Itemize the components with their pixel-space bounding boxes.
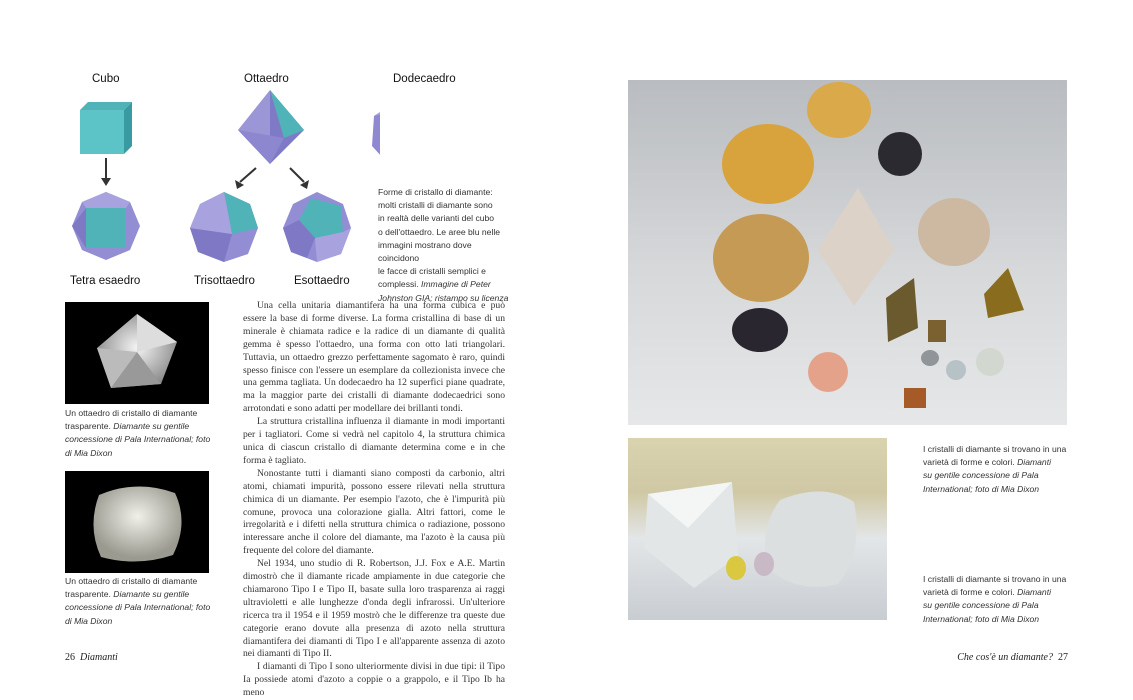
paragraph: Nonostante tutti i diamanti siano composti da carbonio, altri atomi, chiamati impurità, possono essere rilevati nella struttura chimica di un diamante. Per esempio l'azoto, che è l'impurità più comune, provoca una colorazione gialla. Altri fattori, come le irregolarità e i difetti nella struttura chimica o radiazione, possono interessare anche il colore del diamante, ma l'azoto è la causa più frequente del colore del diamante. bbox=[243, 467, 505, 557]
label-trisottaedro: Trisottaedro bbox=[194, 275, 255, 287]
label-dodecaedro: Dodecaedro bbox=[393, 73, 456, 85]
octahedron-diamond-photo bbox=[65, 302, 209, 404]
tetrahexahedron-shape bbox=[72, 192, 140, 260]
figure-caption: Forme di cristallo di diamante: molti cristalli di diamante sono in realtà delle varianti del cubo o dell'ottaedro. Le aree blu nelle immagini mostrano dove coincidono le facce di cristalli semplici e complessi. Immagine di Peter Johnston GIA; ristampo su licenza bbox=[378, 187, 509, 303]
crystal-forms-diagram bbox=[60, 88, 380, 273]
label-tetra-esaedro: Tetra esaedro bbox=[70, 275, 141, 287]
rough-diamond-photo bbox=[65, 471, 209, 573]
octahedron-shape bbox=[238, 90, 304, 164]
paragraph: Una cella unitaria diamantifera ha una forma cubica e può essere la base di forme diverse. La forma cristallina di base di un minerale è chiamata radice e la radice di un diamante di qualità gemma è spesso l'ottaedro, una forma con otto lati triangolari. Tuttavia, un ottaedro grezzo perfettamente sagomato è raro, quindi spesso finisce con l'essere un esemplare da collezionista invece che una gemma tagliata. Un dodecaedro ha 12 superfici piane quadrate, ma la maggior parte dei cristalli di diamante dodecaedrici sono arrotondati e sono adatti per modellare dei brillanti tondi. bbox=[243, 300, 505, 415]
folio-right bbox=[957, 652, 1068, 663]
paragraph: Nel 1934, uno studio di R. Robertson, J.J. Fox e A.E. Martin dimostrò che il diamante ricade ampiamente in due categorie che chiamarono Tipo I e Tipo II, basate sulla loro trasparenza ai raggi ultravioletti e alle lunghezze d'onda degli infrarossi. Un'ulteriore ricerca tra il 1954 e il 1959 mostrò che le differenze tra queste due categorie erano dovute alla presenza di azoto nella struttura diamantifera dei diamanti di Tipo I e all'apparente assenza di azoto nei diamanti di Tipo II. bbox=[243, 558, 505, 660]
paragraph: I diamanti di Tipo I sono ulteriormente divisi in due tipi: il Tipo Ia possiede atomi d'azoto a coppie o a grappolo, e il Tipo Ib ha meno bbox=[243, 661, 505, 699]
caption-right-1: I cristalli di diamante si trovano in una varietà di forme e colori. Diamanti su gentile concessione di Pala International; foto di Mia Dixon bbox=[923, 444, 1067, 494]
paragraph: La struttura cristallina influenza il diamante in modi importanti per i tagliatori. Come si vedrà nel capitolo 4, la struttura chimica unica di ciascun cristallo di diamante determina come e in che forma è tagliato. bbox=[243, 416, 505, 466]
caption-left-1: Un ottaedro di cristallo di diamante trasparente. Diamante su gentile concessione di Pala International; foto di Mia Dixon bbox=[65, 408, 211, 458]
folio-left bbox=[65, 652, 118, 663]
page-number-right: 27 bbox=[1058, 652, 1068, 663]
cube-shape bbox=[80, 102, 132, 154]
page-number-left: 26 bbox=[65, 652, 75, 663]
caption-left-2: Un ottaedro di cristallo di diamante trasparente. Diamante su gentile concessione di Pala International; foto di Mia Dixon bbox=[65, 576, 211, 626]
dodecahedron-shape bbox=[372, 96, 380, 168]
hexoctahedron-shape bbox=[283, 192, 351, 262]
label-ottaedro: Ottaedro bbox=[244, 73, 289, 85]
running-title-right: Che cos'è un diamante? bbox=[957, 652, 1053, 663]
label-cubo: Cubo bbox=[92, 73, 120, 85]
caption-right-2: I cristalli di diamante si trovano in una varietà di forme e colori. Diamanti su gentile concessione di Pala International; foto di Mia Dixon bbox=[923, 574, 1067, 624]
running-title-left: Diamanti bbox=[80, 652, 118, 663]
body-text bbox=[243, 300, 505, 700]
rough-diamonds-photo bbox=[628, 438, 887, 620]
label-esottaedro: Esottaedro bbox=[294, 275, 350, 287]
arrows bbox=[101, 158, 309, 189]
diamond-crystals-photo bbox=[628, 80, 1067, 425]
trisoctahedron-shape bbox=[190, 192, 258, 262]
